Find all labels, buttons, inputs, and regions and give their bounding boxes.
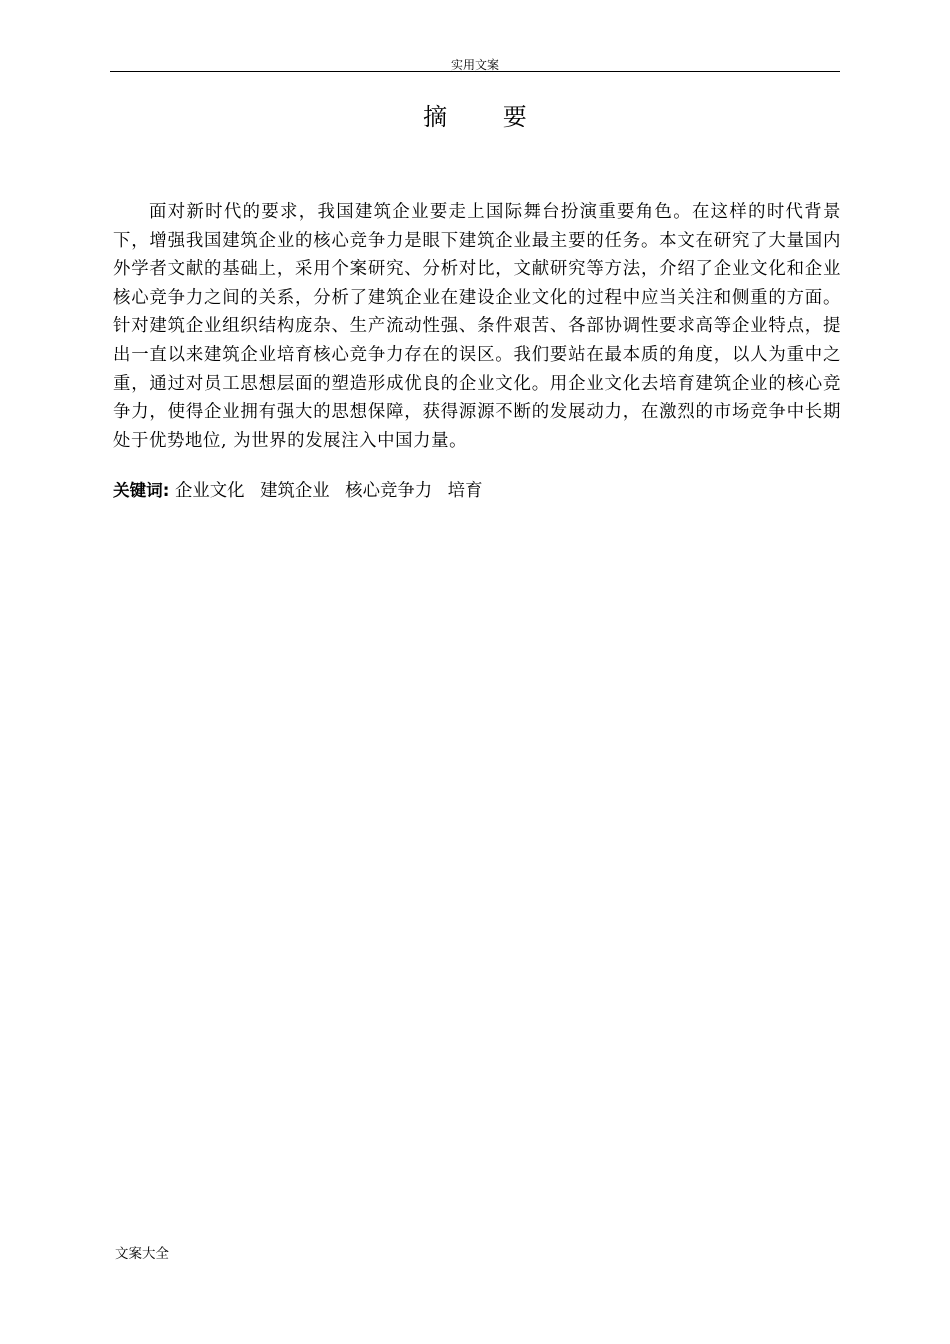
keyword-item: 建筑企业 bbox=[260, 481, 330, 501]
keywords-line bbox=[113, 478, 841, 504]
abstract-body: 面对新时代的要求，我国建筑企业要走上国际舞台扮演重要角色。在这样的时代背景下，增强我国建筑企业的核心竞争力是眼下建筑企业最主要的任务。本文在研究了大量国内外学者文献的基础上，采用个案研究、分析对比，文献研究等方法，介绍了企业文化和企业核心竞争力之间的关系，分析了建筑企业在建设企业文化的过程中应当关注和侧重的方面。针对建筑企业组织结构庞杂、生产流动性强、条件艰苦、各部协调性要求高等企业特点，提出一直以来建筑企业培育核心竞争力存在的误区。我们要站在最本质的角度，以人为重中之重，通过对员工思想层面的塑造形成优良的企业文化。用企业文化去培育建筑企业的核心竞争力，使得企业拥有强大的思想保障，获得源源不断的发展动力，在激烈的市场竞争中长期处于优势地位, 为世界的发展注入中国力量。 bbox=[113, 202, 841, 451]
abstract-title: 摘 要 bbox=[423, 103, 551, 131]
keyword-item: 核心竞争力 bbox=[345, 481, 433, 501]
keyword-item: 培育 bbox=[447, 481, 483, 501]
header-divider bbox=[110, 71, 840, 72]
page-footer: 文案大全 bbox=[115, 1246, 169, 1262]
keyword-item: 企业文化 bbox=[174, 481, 245, 501]
page-header: 实用文案 bbox=[450, 58, 499, 72]
keywords-label: 关键词: bbox=[113, 481, 170, 500]
